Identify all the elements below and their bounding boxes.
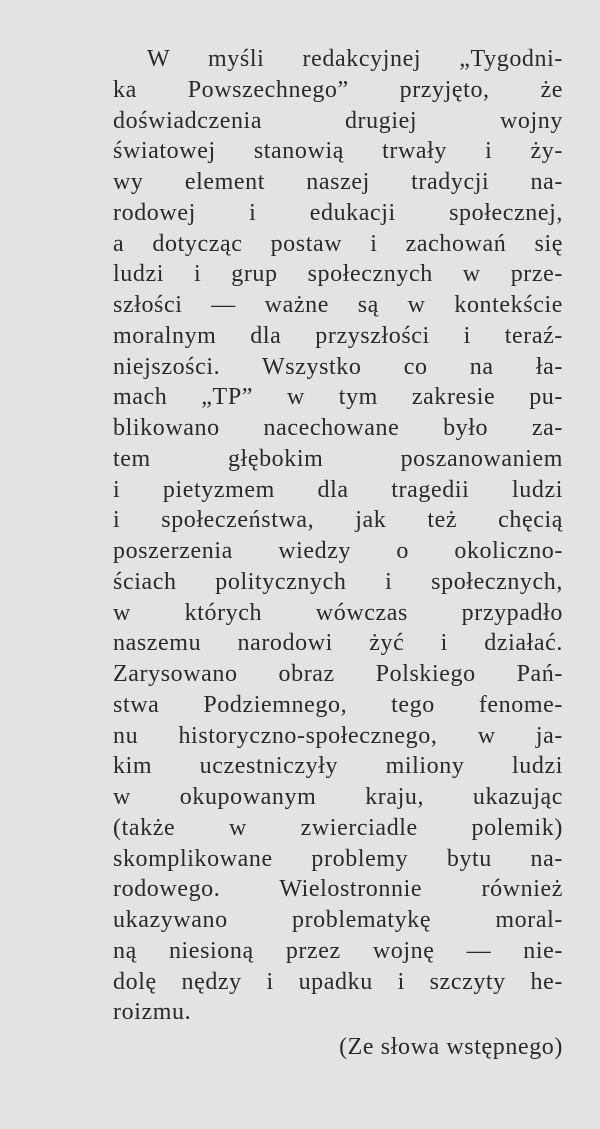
- foreword-excerpt: [113, 44, 563, 1063]
- text-line: ukazywano problematykę moral-: [113, 907, 563, 933]
- text-line: szłości — ważne są w kontekście: [113, 292, 563, 318]
- text-line: i pietyzmem dla tragedii ludzi: [113, 476, 563, 503]
- text-line: światowej stanowią trwały i ży-: [113, 138, 563, 165]
- text-line: roizmu.: [113, 999, 192, 1026]
- text-line: mach „TP” w tym zakresie pu-: [113, 384, 563, 411]
- text-line: rodowego. Wielostronnie również: [113, 876, 563, 903]
- text-line: W myśli redakcyjnej „Tygodni-: [147, 46, 563, 72]
- text-line: doświadczenia drugiej wojny: [113, 107, 563, 134]
- attribution: (Ze słowa wstępnego): [339, 1034, 563, 1060]
- text-line: ną niesioną przez wojnę — nie-: [113, 937, 563, 964]
- text-line: kim uczestniczyły miliony ludzi: [113, 753, 563, 780]
- text-line: tem głębokim poszanowaniem: [113, 445, 563, 472]
- text-line: blikowano nacechowane było za-: [113, 415, 563, 441]
- text-line: w okupowanym kraju, ukazując: [113, 784, 563, 810]
- text-line: moralnym dla przyszłości i teraź-: [113, 322, 563, 349]
- text-line: naszemu narodowi żyć i działać.: [113, 630, 563, 657]
- text-line: (także w zwierciadle polemik): [113, 814, 563, 841]
- text-line: a dotycząc postaw i zachowań się: [113, 230, 563, 257]
- text-line: ka Powszechnego” przyjęto, że: [113, 76, 563, 103]
- text-line: ściach politycznych i społecznych,: [113, 568, 563, 595]
- text-line: w których wówczas przypadło: [113, 599, 563, 626]
- text-line: poszerzenia wiedzy o okoliczno-: [113, 538, 563, 564]
- text-line: nu historyczno-społecznego, w ja-: [113, 722, 563, 749]
- text-line: Zarysowano obraz Polskiego Pań-: [113, 661, 563, 687]
- text-line: skomplikowane problemy bytu na-: [113, 845, 563, 872]
- text-line: stwa Podziemnego, tego fenome-: [113, 691, 563, 718]
- text-line: wy element naszej tradycji na-: [113, 169, 563, 195]
- text-line: dolę nędzy i upadku i szczyty he-: [113, 968, 563, 995]
- text-line: rodowej i edukacji społecznej,: [113, 199, 563, 226]
- text-line: ludzi i grup społecznych w prze-: [113, 261, 563, 288]
- text-line: i społeczeństwa, jak też chęcią: [113, 507, 563, 534]
- text-line: niejszości. Wszystko co na ła-: [113, 353, 563, 380]
